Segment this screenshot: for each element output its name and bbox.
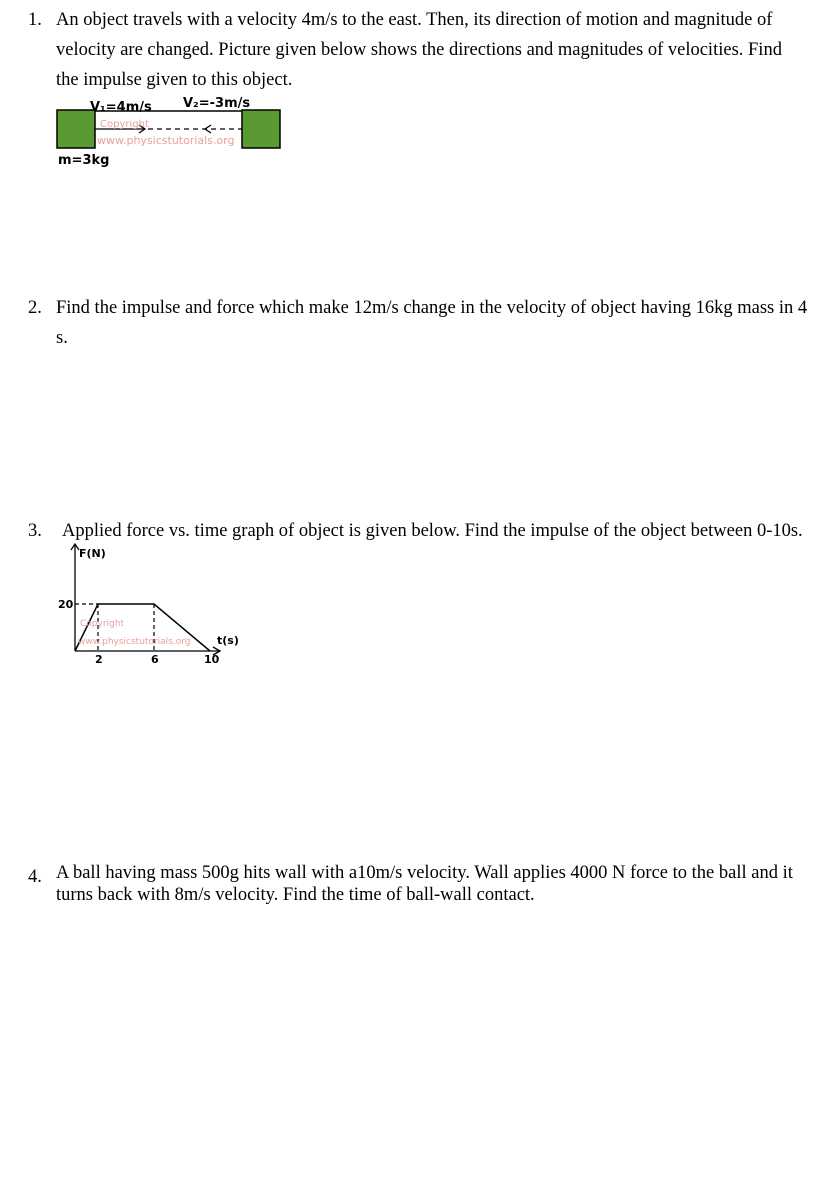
question-2-number: 2.	[28, 298, 42, 318]
block-right	[242, 110, 280, 148]
question-1-number: 1.	[28, 10, 42, 30]
question-4-number: 4.	[28, 867, 42, 887]
graph-watermark-url: www.physicstutorials.org	[78, 637, 191, 647]
graph-watermark-copyright: Copyright	[80, 619, 124, 629]
v1-label: V₁=4m/s	[90, 100, 152, 115]
v2-arrow-head	[205, 125, 211, 133]
block-left	[57, 110, 95, 148]
x-tick-6: 6	[151, 653, 159, 666]
y-axis-label: F(N)	[79, 547, 106, 560]
velocity-diagram	[50, 92, 300, 172]
question-4-line-2: turns back with 8m/s velocity. Find the time of ball-wall contact.	[56, 885, 535, 905]
question-1-line-1: An object travels with a velocity 4m/s to the east. Then, its direction of motion and magnitude of	[56, 10, 773, 30]
question-1-line-2: velocity are changed. Picture given below shows the directions and magnitudes of velocities. Find	[56, 40, 782, 60]
question-3-number: 3.	[28, 521, 42, 541]
x-tick-10: 10	[204, 653, 220, 666]
x-tick-2: 2	[95, 653, 103, 666]
mass-label: m=3kg	[58, 153, 110, 168]
question-4-text	[56, 862, 793, 906]
question-2-line-1: Find the impulse and force which make 12m/s change in the velocity of object having 16kg mass in 4	[56, 298, 808, 318]
force-time-graph	[50, 540, 250, 670]
v2-label: V₂=-3m/s	[183, 96, 251, 111]
watermark-url: www.physicstutorials.org	[97, 134, 235, 147]
question-4-line-1: A ball having mass 500g hits wall with a10m/s velocity. Wall applies 4000 N force to the ball and it	[56, 863, 793, 883]
question-1-line-3: the impulse given to this object.	[56, 70, 293, 90]
y-tick-20: 20	[58, 598, 74, 611]
question-2-line-2: s.	[56, 328, 68, 348]
x-axis-label: t(s)	[217, 634, 239, 647]
question-1-text	[56, 5, 782, 95]
question-2-text	[56, 293, 807, 353]
question-3-line-1: Applied force vs. time graph of object is given below. Find the impulse of the object between 0-10s.	[62, 521, 803, 541]
watermark-copyright: Copyright	[100, 119, 149, 130]
